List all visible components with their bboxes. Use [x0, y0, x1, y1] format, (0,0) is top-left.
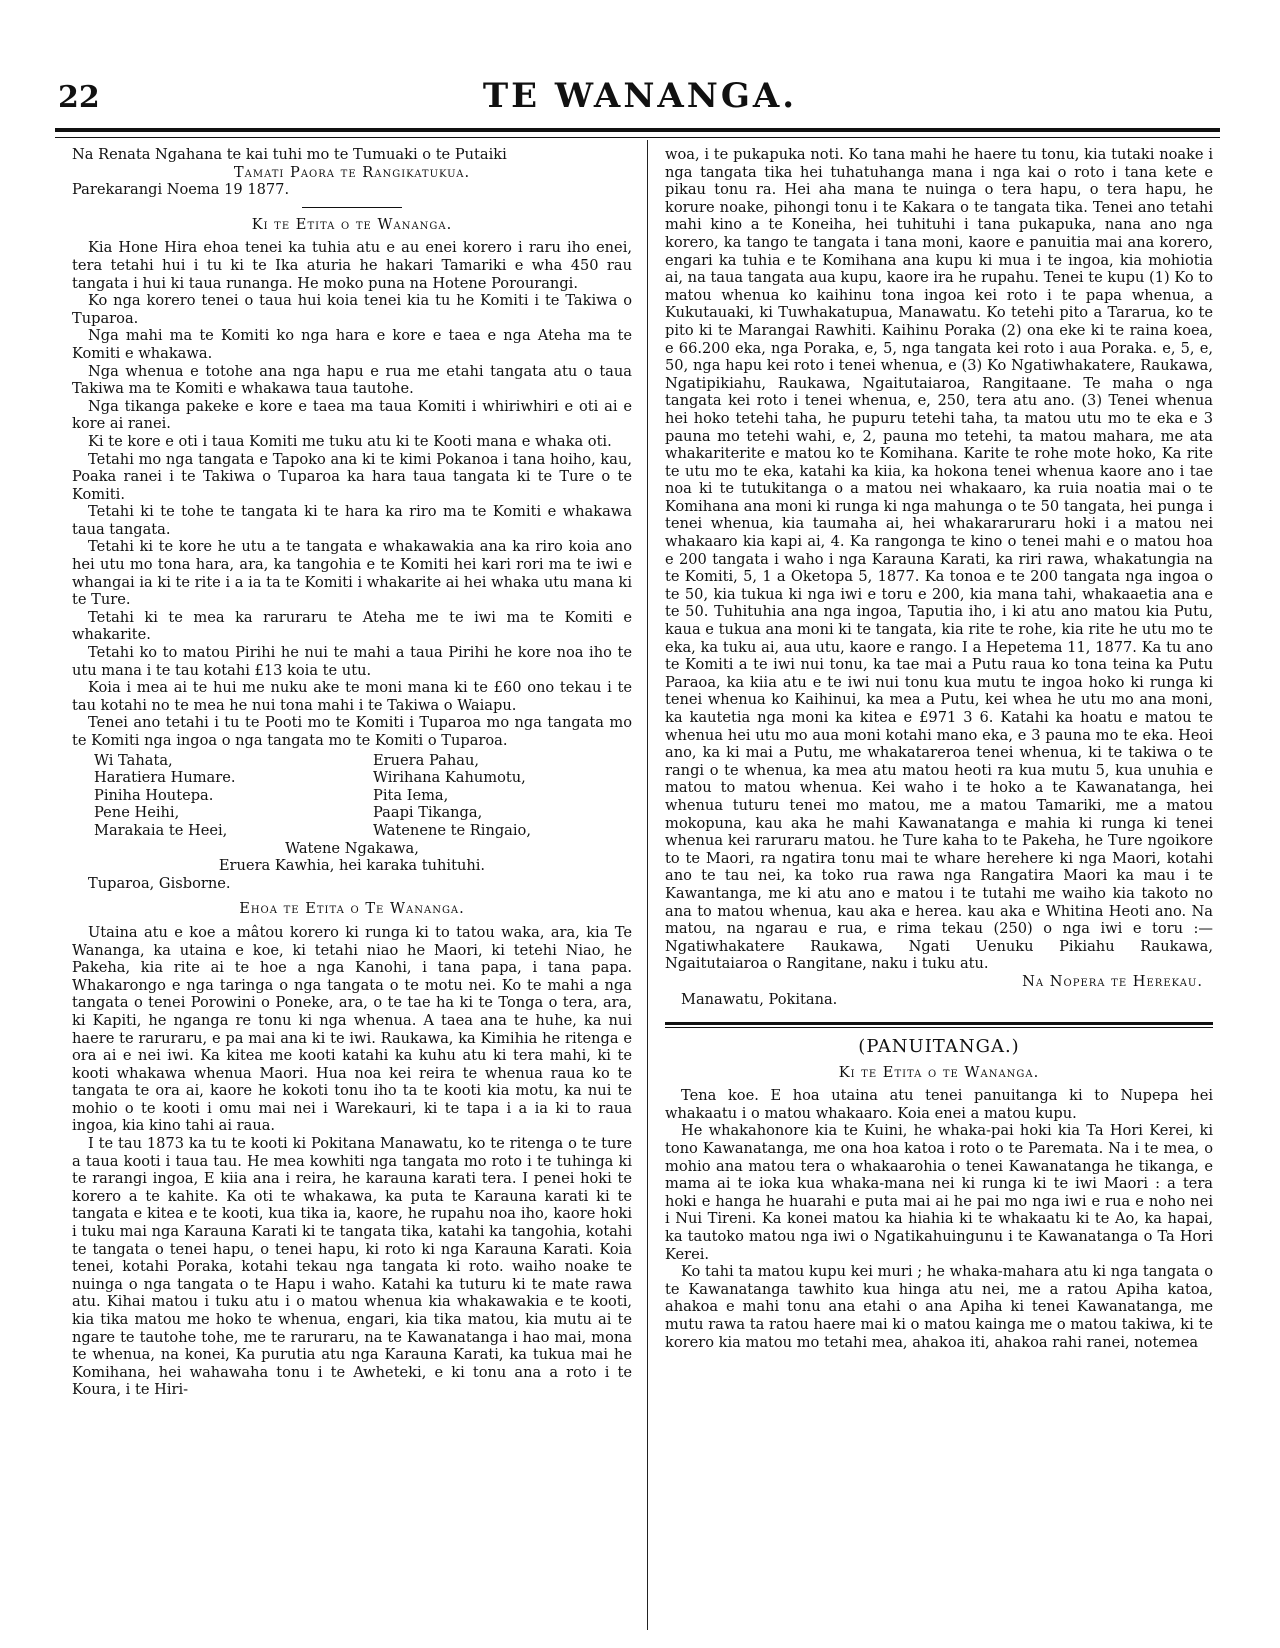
page-number: 22 [58, 80, 100, 115]
letter1-paragraph: Ko nga korero tenei o taua hui koia tenei kia tu he Komiti i te Takiwa o Tuparoa. [72, 292, 632, 327]
letter1-paragraph: Nga whenua e totohe ana nga hapu e rua me etahi tangata atu o taua Takiwa ma te Komiti e whakawa taua tautohe. [72, 362, 632, 398]
committee-name-center: Watene Ngakawa, [285, 839, 419, 857]
letter1-paragraph: Tenei ano tetahi i tu te Pooti mo te Komiti i Tuparoa mo nga tangata mo te Komiti nga ingoa o nga tangata mo te Komiti o Tuparoa. [72, 714, 632, 749]
committee-name: Watenene te Ringaio, [373, 821, 531, 839]
committee-name: Eruera Pahau, [373, 751, 479, 769]
committee-name: Wi Tahata, [94, 751, 173, 769]
letter1-paragraph: Kia Hone Hira ehoa tenei ka tuhia atu e au enei korero i raru iho enei, tera tetahi hui i tu ki te Ika aturia he hakari Tamariki e wha 450 rau tangata i hui ki taua runanga. He moko puna na Hotene Porourangi. [72, 239, 632, 292]
letter1-paragraph: Nga tikanga pakeke e kore e taea ma taua Komiti i whiriwhiri e oti ai e kore ai ranei. [72, 397, 632, 433]
committee-name: Paapi Tikanga, [373, 804, 483, 822]
notice-heading: Ki te Etita o te Wananga. [838, 1063, 1040, 1081]
masthead-title: TE WANANGA. [482, 76, 798, 116]
notice-rule-thick [665, 1022, 1213, 1025]
committee-name: Piniha Houtepa. [94, 786, 214, 804]
letter2-paragraph: I te tau 1873 ka tu te kooti ki Pokitana Manawatu, ko te ritenga o te ture a taua kooti i taua tau. He mea kowhiti nga tangata mo roto i te tuhinga ki te rarangi ingoa, E kiia ana i reira, he karauna karati tera. I penei hoki te korero a te kahite. Ka oti te whakawa, ka puta te Karauna karati ki te tangata e kitea e te kooti, kua tika ia, kaore, he rupahu noa iho, kaore hoki i tuku mai nga Karauna Karati ki te tangata tika, katahi ka tangohia, kotahi te tangata o tenei hapu, o tenei hapu, ki roto ki nga Karauna Karati. Koia tenei, kotahi Poraka, kotahi tekau nga tangata ki roto. waiho noake te nuinga o nga tangata o te Hapu i waho. Katahi ka tuturu ki te mate rawa atu. Kihai matou i tuku atu i o matou whenua kia whakawakia e te kooti, kia tika matou me hoko te whenua, engari, kia tika matou, kia mutu ai te ngare te tautohe tohe, me te raruraru, na te Kawanatanga i hao mai, mona te whenua, na konei, Ka purutia atu nga Karauna Karati, ka tukua mai he Komihana, hei wahawaha tonu i te Awheteki, e ki tonu ana a roto i te Koura, i te Hiri- [72, 1135, 632, 1399]
letter1-paragraph: Tetahi ki te kore he utu a te tangata e whakawakia ana ka riro koia ano hei utu mo tona hara, ara, ka tangohia e te Komiti hei kari rori ma te iwi e whangai ia ki te rite i a ia ta te Komiti i whakarite ai hei whaka utu mana ki te Ture. [72, 538, 632, 609]
committee-name: Haratiera Humare. [94, 769, 236, 787]
header-rule-thin [55, 137, 1220, 138]
intro-line: Na Renata Ngahana te kai tuhi mo te Tumuaki o te Putaiki [72, 146, 507, 163]
letter2-place: Manawatu, Pokitana. [681, 990, 838, 1008]
section-rule [302, 207, 402, 208]
notice-title: (PANUITANGA.) [858, 1036, 1020, 1058]
committee-names [94, 752, 632, 840]
letter1-paragraph: Nga mahi ma te Komiti ko nga hara e kore e taea e nga Ateha ma te Komiti e whakawa. [72, 327, 632, 362]
right-column [665, 146, 1213, 1351]
letter1-paragraph: Koia i mea ai te hui me nuku ake te moni mana ki te £60 ono tekau i te tau kotahi no te mea he nui tona mahi i te Takiwa o Waiapu. [72, 679, 632, 714]
notice-paragraph: Ko tahi ta matou kupu kei muri ; he whaka-mahara atu ki nga tangata o te Kawanatanga tawhito kua hinga atu nei, me a ratou Apiha katoa, ahakoa e mahi tonu ana etahi o ana Apiha ki tenei Kawanatanga, me mutu rawa ta ratou haere mai ki o matou kainga me o matou takiwa, ki te korero kia matou mo tetahi mea, ahakoa iti, ahakoa rahi ranei, notemea [665, 1263, 1213, 1351]
intro-signature: Tamati Paora te Rangikatukua. [233, 163, 471, 181]
committee-name: Pita Iema, [373, 786, 449, 804]
left-column [72, 146, 632, 1399]
header-rule-thick [55, 128, 1220, 132]
committee-name: Pene Heihi, [94, 804, 180, 822]
letter1-paragraph: Tetahi ki te mea ka raruraru te Ateha me te iwi ma te Komiti e whakarite. [72, 608, 632, 644]
letter1-paragraph: Tetahi ko to matou Pirihi he nui te mahi a taua Pirihi he kore noa iho te utu mana i te tau kotahi £13 koia te utu. [72, 644, 632, 679]
continuation-paragraph: woa, i te pukapuka noti. Ko tana mahi he haere tu tonu, kia tutaki noake i nga tangata tika hei tuhatuhanga mana i nga kai o roto i tana kete e pikau tonu ra. Hei aha mana te nuinga o tera hapu, o tera hapu, he korure noake, pihongi tonu i te Kakara o te tangata tika. Tenei ano tetahi mahi kino a te Koneiha, hei tuhituhi i tana pukapuka, nana ano nga korero, ka tango te tangata i tana moni, kaore e panuitia mai ana korero, engari ka tuhia e te Komihana ana kupu ki mua i te ingoa, kia mohiotia ai, na taua tangata aua kupu, kaore ira he rupahu. Tenei te kupu (1) Ko to matou whenua ko kaihinu tona ingoa kei roto i te papa whenua, a Kukutauaki, ki Tuwhakatupua, Manawatu. Ko tetehi pito a Tararua, ko te pito ki te Marangai Rawhiti. Kaihinu Poraka (2) ona eke ki te raina koea, e 66.200 eka, nga Poraka, e, 5, nga tangata kei roto i aua Poraka. e, 5, e, 50, nga hapu kei roto i tenei whenua, e (3) Ko Ngatiwhakatere, Raukawa, Ngatipikiahu, Raukawa, Ngaitutaiaroa, Rangitaane. Te maha o nga tangata kei roto i tenei whenua, e, 250, tera atu ano. (3) Tenei whenua hei hoko tetehi taha, he pupuru tetehi taha, ta matou utu mo te eka e 3 pauna mo tetehi wahi, e, 2, pauna mo tetehi, ta matou mahara, me ata whakariterite e matou ko te Komihana. Karite te rohe mote hoko, Ka rite te utu mo te eka, katahi ka kiia, ka hokona tenei whenua kaore ano i tae noa ki te tutukitanga o a matou nei whakaaro, ka ruia noatia mai o te Komihana ana moni ki runga ki nga mahunga o te 50 tangata, hei punga i tenei whenua, kia taumaha ai, hei whakararuraru hoki i a matou nei whakaaro kia kapi ai, 4. Ka rangonga te kino o tenei mahi e o matou hoa e 200 tangata i waho i nga Karauna Karati, ka riri rawa, whakatungia na te Komiti, 5, 1 a Oketopa 5, 1877. Ka tonoa e te 200 tangata nga ingoa o te 50, kia tukua ki nga iwi e toru e 200, kia mana tahi, whakaaetia ana e te 50. Tuhituhia ana nga ingoa, Taputia iho, i ki atu ano matou kia Putu, kaua e tukua ana moni ki te tangata, kia rite te rohe, kia rite he utu mo te eka, ka tuku ai, aua utu, kaore e rango. I a Hepetema 11, 1877. Ka tu ano te Komiti a te iwi nui tonu, ka tae mai a Putu raua ko tona teina ka Putu Paraoa, ka kiia atu e te iwi nui tonu kua mutu te ingoa hoko ki runga ki tenei whenua ko Kaihinui, ka mea a Putu, kei whea he utu mo ana moni, ka kautetia nga moni ka kitea e £971 3 6. Katahi ka hoatu e matou te whenua hei utu mo aua moni kotahi mano eka, e 3 pauna mo te eka. Heoi ano, ka ki mai a Putu, me whakatareroa tenei whenua, ki te takiwa o te rangi o te whenua, ka mea atu matou heoti ra kua mutu 5, kua unuhia e matou to matou whenua. Kei waho i te hoko a te Kawanatanga, hei whenua tuturu tenei mo matou, me a matou Tamariki, me a matou mokopuna, kau aka he mahi Kawanatanga e mahia ki runga ki tenei whenua kei raruraru matou. he Ture kaha to te Pakeha, he Ture ngoikore to te Maori, ra ngatira tonu mai te whare herehere ki nga Maori, kotahi ano te tau nei, ka toko rua rawa nga Rangatira Maori ka mau i te Kawantanga, me ki atu ano e matou i te tutahi me waiho kia takoto no ana to matou whenua, kau aka e herea. kau aka e Whitina Heoti ano. Na matou, na ngarau e rua, e rima tekau (250) o nga iwi e toru :—Ngatiwhakatere Raukawa, Ngati Uenuku Pikiahu Raukawa, Ngaitutaiaroa o Rangitane, naku i tuku atu. [665, 146, 1213, 973]
notice-paragraph: He whakahonore kia te Kuini, he whaka-pai hoki kia Ta Hori Kerei, ki tono Kawanatanga, me ona hoa katoa i roto o te Paremata. Na i te mea, o mohio ana matou tera o whakaarohia o tenei Kawanatanga he tikanga, e mama ai te ioka kua whaka-mana nei ki runga ki te iwi Maori : a tera hoki e hanga he huarahi e puta mai ai he pai mo nga iwi e rua e noho nei i Nui Tireni. Ka konei matou ka hiahia ki te whakaatu ki te Ao, ka hapai, ka tautoko matou nga iwi o Ngatikahuingunu i te Kawanatanga o Ta Hori Kerei. [665, 1122, 1213, 1263]
letter2-signature: Na Nopera te Herekau. [1022, 972, 1203, 990]
column-divider [647, 140, 648, 1630]
letter1-heading: Ki te Etita o te Wananga. [251, 215, 453, 233]
secretary-signature: Eruera Kawhia, hei karaka tuhituhi. [218, 857, 486, 875]
letter2-paragraph: Utaina atu e koe a mâtou korero ki runga ki to tatou waka, ara, kia Te Wananga, ka utaina e koe, ki tetahi niao he Maori, ki tetehi Niao, he Pakeha, kia rite ai te hoe a nga Kanohi, i tana papa, i tana papa. Whakarongo e nga taringa o nga tangata o te motu nei. Ko te mahi a nga tangata o tenei Porowini o Poneke, ara, o te tae ha ki te Tonga o tera, ara, ki Kapiti, he nganga re tonu ki nga whenua. A taea ana te huhe, ka nui haere te raruraru, e pa mai ana ki te iwi. Raukawa, ka Kimihia he ritenga e ora ai e nei iwi. Ka kitea me kooti katahi ka kuhu atu ki tera mahi, ki te kooti whakawa whenua Maori. Hua noa kei reira te whenua raua ko te tangata te ora ai, kaore he kokoti tonu iho ta te kooti kia motu, ka nui te mohio o te kooti i omu mai nei i Warekauri, ki te tapa i a ia ki to raua ingoa, kia kino tahi ai raua. [72, 923, 632, 1135]
letter1-place: Tuparoa, Gisborne. [88, 874, 231, 892]
notice-paragraph: Tena koe. E hoa utaina atu tenei panuitanga ki to Nupepa hei whakaatu i o matou whakaaro. Koia enei a matou kupu. [665, 1087, 1213, 1122]
letter1-paragraph: Ki te kore e oti i taua Komiti me tuku atu ki te Kooti mana e whaka oti. [88, 432, 612, 450]
notice-rule-thin [665, 1027, 1213, 1028]
letter2-heading: Ehoa te Etita o Te Wananga. [239, 900, 465, 918]
committee-name: Wirihana Kahumotu, [373, 769, 526, 787]
letter1-paragraph: Tetahi ki te tohe te tangata ki te hara ka riro ma te Komiti e whakawa taua tangata. [72, 503, 632, 538]
intro-place: Parekarangi Noema 19 1877. [72, 181, 290, 199]
committee-name: Marakaia te Heei, [94, 821, 228, 839]
letter1-paragraph: Tetahi mo nga tangata e Tapoko ana ki te kimi Pokanoa i tana hoiho, kau, Poaka ranei i te Takiwa o Tuparoa ka hara taua tangata ki te Ture o te Komiti. [72, 450, 632, 503]
